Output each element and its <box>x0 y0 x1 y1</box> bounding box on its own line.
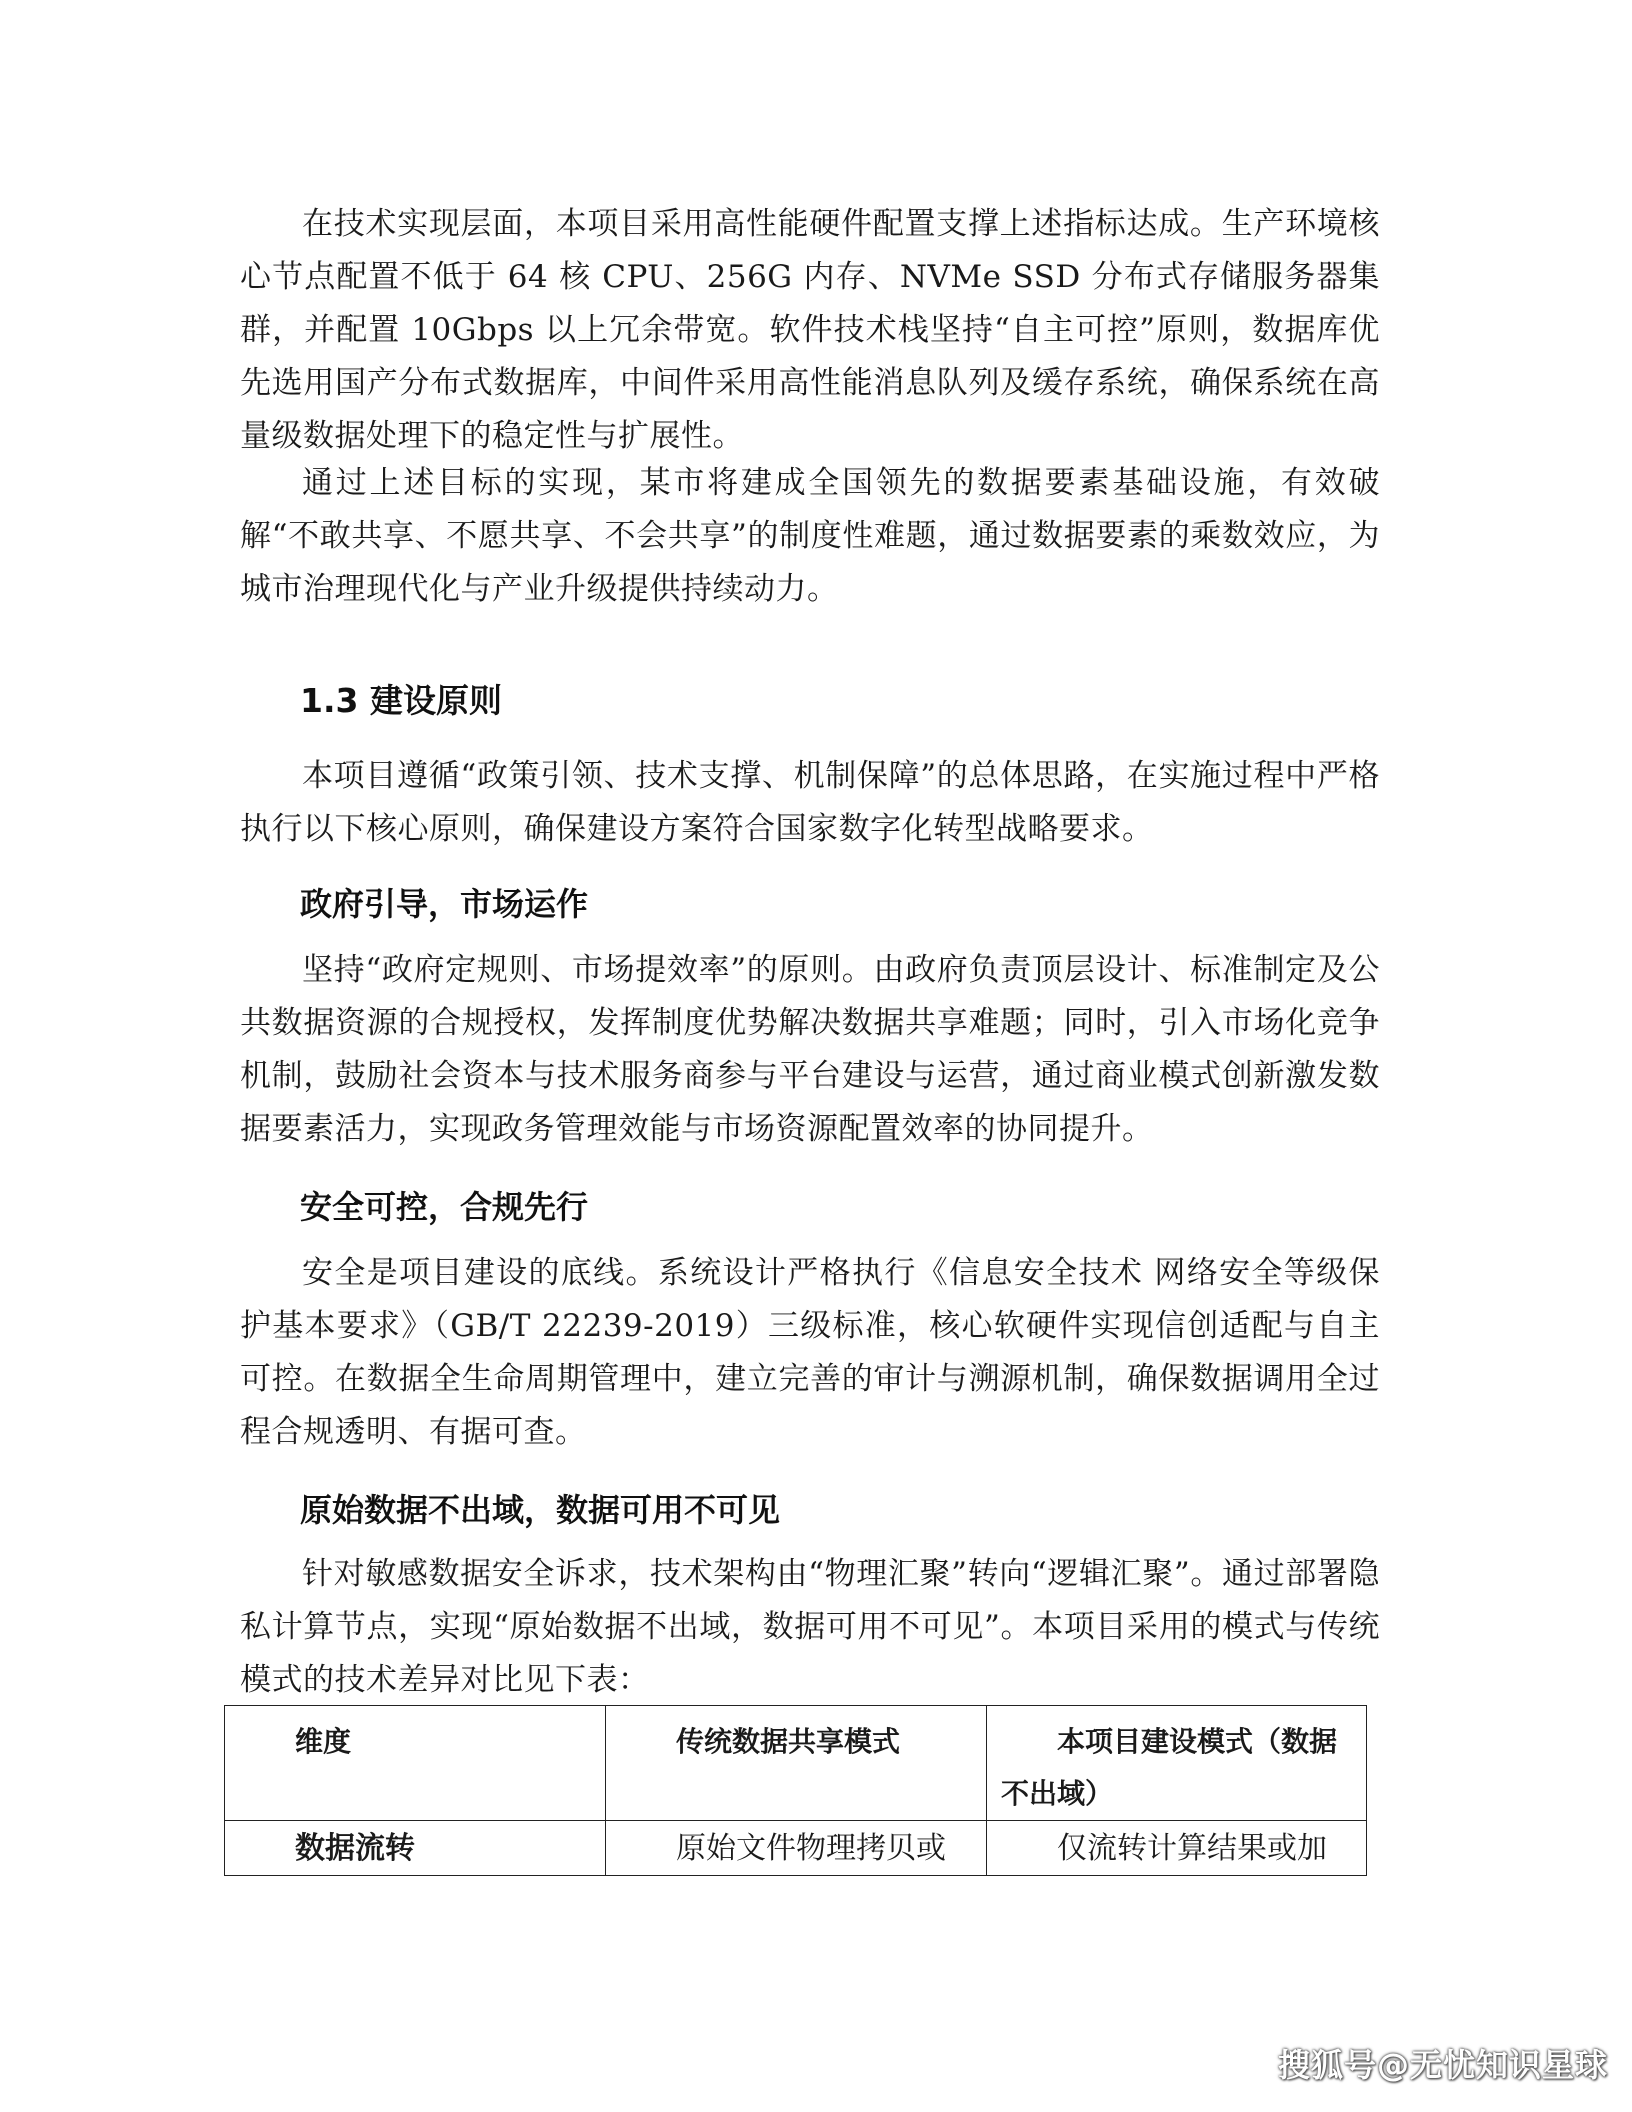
table-cell-project: 仅流转计算结果或加 <box>987 1821 1367 1876</box>
subheading-data-not-leaving-domain: 原始数据不出域，数据可用不可见 <box>300 1491 781 1529</box>
table-cell-traditional: 原始文件物理拷贝或 <box>606 1821 987 1876</box>
table-row <box>225 1821 1367 1876</box>
table-header-row <box>225 1706 1367 1821</box>
paragraph-government-guidance: 坚持“政府定规则、市场提效率”的原则。由政府负责顶层设计、标准制定及公共数据资源的合规授权，发挥制度优势解决数据共享难题；同时，引入市场化竞争机制，鼓励社会资本与技术服务商参与平台建设与运营，通过商业模式创新激发数据要素活力，实现政务管理效能与市场资源配置效率的协同提升。 <box>240 952 1380 1147</box>
comparison-table <box>224 1705 1367 1876</box>
subheading-government-guidance: 政府引导，市场运作 <box>300 885 589 923</box>
paragraph-principles-intro: 本项目遵循“政策引领、技术支撑、机制保障”的总体思路，在实施过程中严格执行以下核心原则，确保建设方案符合国家数字化转型战略要求。 <box>240 758 1380 847</box>
subheading-security-compliance: 安全可控，合规先行 <box>300 1188 589 1226</box>
source-watermark: 搜狐号@无忧知识星球 <box>1277 2046 1608 2084</box>
section-heading: 1.3 建设原则 <box>300 681 502 720</box>
table-header-dimension: 维度 <box>225 1706 606 1821</box>
paragraph-tech-implementation: 在技术实现层面，本项目采用高性能硬件配置支撑上述指标达成。生产环境核心节点配置不低于 64 核 CPU、256G 内存、NVMe SSD 分布式存储服务器集群，并配置 10Gbps 以上冗余带宽。软件技术栈坚持“自主可控”原则，数据库优先选用国产分布式数据库，中间件采用高性能消息队列及缓存系统，确保系统在高量级数据处理下的稳定性与扩展性。 <box>240 206 1380 454</box>
paragraph-security-compliance: 安全是项目建设的底线。系统设计严格执行《信息安全技术 网络安全等级保护基本要求》（GB/T 22239-2019）三级标准，核心软硬件实现信创适配与自主可控。在数据全生命周期管理中，建立完善的审计与溯源机制，确保数据调用全过程合规透明、有据可查。 <box>240 1255 1380 1450</box>
paragraph-privacy-computing: 针对敏感数据安全诉求，技术架构由“物理汇聚”转向“逻辑汇聚”。通过部署隐私计算节点，实现“原始数据不出域，数据可用不可见”。本项目采用的模式与传统模式的技术差异对比见下表： <box>240 1556 1380 1698</box>
table-header-traditional-mode: 传统数据共享模式 <box>606 1706 987 1821</box>
table-header-project-mode: 本项目建设模式（数据不出域） <box>987 1706 1367 1821</box>
table-cell-dimension: 数据流转 <box>225 1821 606 1876</box>
paragraph-goal-outcome: 通过上述目标的实现，某市将建成全国领先的数据要素基础设施，有效破解“不敢共享、不愿共享、不会共享”的制度性难题，通过数据要素的乘数效应，为城市治理现代化与产业升级提供持续动力。 <box>240 465 1380 607</box>
